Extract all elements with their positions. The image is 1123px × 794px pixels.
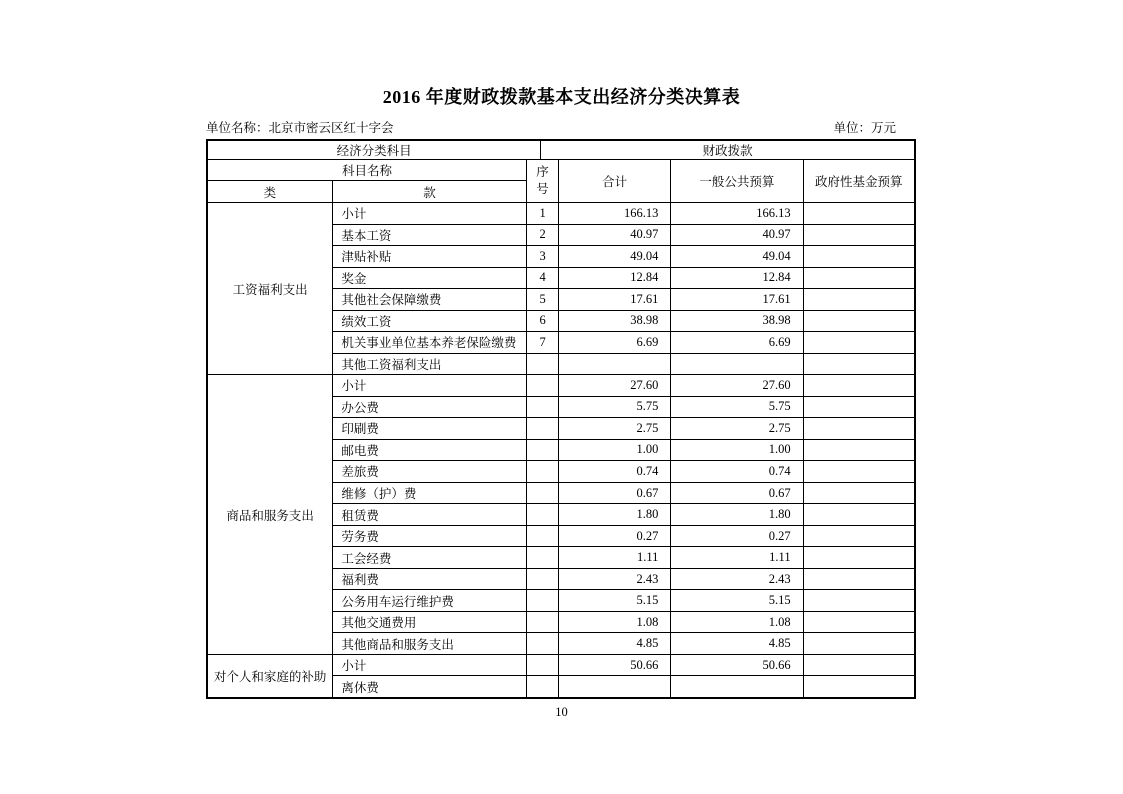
- cell-general: 17.61: [671, 289, 803, 310]
- cell-fund: [804, 225, 914, 246]
- cell-general: 27.60: [671, 375, 803, 396]
- cell-item: 印刷费: [333, 418, 527, 439]
- header-seq-line2: 号: [536, 182, 549, 196]
- cell-fund: [804, 418, 914, 439]
- cell-general: 5.15: [671, 590, 803, 611]
- cell-total: [559, 676, 671, 697]
- cell-general: 6.69: [671, 332, 803, 353]
- meta-row: [206, 118, 916, 135]
- table-row: [333, 225, 914, 247]
- table-row: [333, 633, 914, 654]
- header-row-2-3: [208, 160, 914, 203]
- cell-seq: [527, 547, 559, 568]
- cell-total: 6.69: [559, 332, 671, 353]
- cell-item: 小计: [333, 655, 527, 676]
- cell-item: 绩效工资: [333, 311, 527, 332]
- cell-general: 0.67: [671, 483, 803, 504]
- unit-of-measure: 单位：万元: [833, 121, 896, 135]
- header-class: 类: [208, 181, 333, 202]
- table-row: [333, 569, 914, 591]
- cell-seq: 1: [527, 203, 559, 224]
- section-rows: [333, 655, 914, 697]
- cell-fund: [804, 375, 914, 396]
- cell-total: 4.85: [559, 633, 671, 654]
- cell-fund: [804, 590, 914, 611]
- cell-total: [559, 354, 671, 375]
- table-row: [333, 612, 914, 634]
- cell-item: 奖金: [333, 268, 527, 289]
- table-row: [333, 526, 914, 548]
- cell-item: 其他工资福利支出: [333, 354, 527, 375]
- table-row: [333, 311, 914, 333]
- cell-item: 公务用车运行维护费: [333, 590, 527, 611]
- cell-fund: [804, 612, 914, 633]
- cell-item: 差旅费: [333, 461, 527, 482]
- cell-fund: [804, 633, 914, 654]
- cell-item: 维修（护）费: [333, 483, 527, 504]
- cell-item: 办公费: [333, 397, 527, 418]
- table-row: [333, 246, 914, 268]
- unit-name-value: 北京市密云区红十字会: [268, 121, 394, 135]
- section-rows: [333, 203, 914, 374]
- cell-fund: [804, 397, 914, 418]
- table-row: [333, 676, 914, 697]
- header-economic-subject: 经济分类科目: [208, 141, 541, 159]
- cell-general: 0.27: [671, 526, 803, 547]
- table-row: [333, 418, 914, 440]
- header-gov-fund-budget: 政府性基金预算: [815, 175, 903, 189]
- header-total: 合计: [559, 160, 671, 202]
- cell-general: 49.04: [671, 246, 803, 267]
- cell-total: 40.97: [559, 225, 671, 246]
- table-row: [333, 289, 914, 311]
- cell-total: 12.84: [559, 268, 671, 289]
- unit-name-line: [206, 118, 394, 136]
- cell-seq: [527, 655, 559, 676]
- cell-total: 5.75: [559, 397, 671, 418]
- cell-seq: [527, 569, 559, 590]
- cell-fund: [804, 311, 914, 332]
- cell-item: 小计: [333, 203, 527, 224]
- cell-general: 1.11: [671, 547, 803, 568]
- cell-fund: [804, 203, 914, 224]
- cell-item: 福利费: [333, 569, 527, 590]
- cell-fund: [804, 440, 914, 461]
- cell-seq: [527, 461, 559, 482]
- cell-total: 2.75: [559, 418, 671, 439]
- cell-fund: [804, 483, 914, 504]
- header-subject-name: 科目名称: [208, 160, 526, 181]
- cell-total: 1.00: [559, 440, 671, 461]
- cell-total: 50.66: [559, 655, 671, 676]
- header-seq-line1: 序: [536, 165, 549, 180]
- table-row: [333, 203, 914, 225]
- header-seq: [527, 160, 559, 202]
- cell-total: 0.27: [559, 526, 671, 547]
- table-row: [333, 397, 914, 419]
- cell-seq: [527, 375, 559, 396]
- cell-seq: [527, 526, 559, 547]
- cell-general: 1.00: [671, 440, 803, 461]
- cell-seq: 3: [527, 246, 559, 267]
- cell-general: 0.74: [671, 461, 803, 482]
- cell-total: 17.61: [559, 289, 671, 310]
- table-row: [333, 332, 914, 354]
- cell-general: 166.13: [671, 203, 803, 224]
- table-row: [333, 504, 914, 526]
- category-cell: 工资福利支出: [208, 203, 333, 374]
- cell-total: 27.60: [559, 375, 671, 396]
- unit-name-label: 单位名称：: [206, 121, 269, 135]
- cell-fund: [804, 655, 914, 676]
- cell-seq: [527, 633, 559, 654]
- cell-seq: 6: [527, 311, 559, 332]
- cell-fund: [804, 354, 914, 375]
- cell-total: 2.43: [559, 569, 671, 590]
- cell-total: 1.11: [559, 547, 671, 568]
- table-row: [333, 375, 914, 397]
- header-subject-name-group: [208, 160, 527, 202]
- cell-general: 2.75: [671, 418, 803, 439]
- table-row: [333, 483, 914, 505]
- cell-item: 租赁费: [333, 504, 527, 525]
- header-row-1: [208, 141, 914, 160]
- cell-general: [671, 354, 803, 375]
- cell-general: 1.80: [671, 504, 803, 525]
- cell-general: 40.97: [671, 225, 803, 246]
- cell-item: 机关事业单位基本养老保险缴费: [333, 332, 527, 353]
- page-title: 2016 年度财政拨款基本支出经济分类决算表: [382, 87, 741, 107]
- page-number: 10: [555, 705, 568, 719]
- cell-fund: [804, 676, 914, 697]
- category-cell: 商品和服务支出: [208, 375, 333, 654]
- cell-item: 其他交通费用: [333, 612, 527, 633]
- table-row: [333, 354, 914, 375]
- cell-item: 津贴补贴: [333, 246, 527, 267]
- cell-fund: [804, 289, 914, 310]
- cell-general: 38.98: [671, 311, 803, 332]
- table-row: [333, 655, 914, 677]
- cell-general: 5.75: [671, 397, 803, 418]
- header-fiscal-allocation: 财政拨款: [702, 144, 753, 158]
- category-cell: 对个人和家庭的补助: [208, 655, 333, 697]
- cell-seq: 7: [527, 332, 559, 353]
- cell-general: [671, 676, 803, 697]
- table-section: [208, 203, 914, 375]
- cell-seq: [527, 440, 559, 461]
- cell-item: 小计: [333, 375, 527, 396]
- cell-fund: [804, 526, 914, 547]
- cell-fund: [804, 504, 914, 525]
- cell-total: 38.98: [559, 311, 671, 332]
- cell-seq: 5: [527, 289, 559, 310]
- cell-general: 4.85: [671, 633, 803, 654]
- cell-fund: [804, 547, 914, 568]
- header-general-public-budget: 一般公共预算: [671, 160, 803, 202]
- cell-seq: 4: [527, 268, 559, 289]
- cell-general: 50.66: [671, 655, 803, 676]
- cell-item: 基本工资: [333, 225, 527, 246]
- cell-fund: [804, 268, 914, 289]
- cell-fund: [804, 461, 914, 482]
- cell-total: 0.67: [559, 483, 671, 504]
- section-rows: [333, 375, 914, 654]
- cell-item: 离休费: [333, 676, 527, 697]
- cell-seq: [527, 354, 559, 375]
- cell-item: 其他社会保障缴费: [333, 289, 527, 310]
- cell-seq: 2: [527, 225, 559, 246]
- cell-item: 工会经费: [333, 547, 527, 568]
- header-class-item-row: [208, 181, 526, 202]
- table-section: [208, 655, 914, 697]
- table-row: [333, 268, 914, 290]
- cell-seq: [527, 504, 559, 525]
- fiscal-decision-table: [206, 139, 916, 699]
- cell-general: 12.84: [671, 268, 803, 289]
- cell-fund: [804, 569, 914, 590]
- table-row: [333, 590, 914, 612]
- cell-item: 劳务费: [333, 526, 527, 547]
- cell-total: 0.74: [559, 461, 671, 482]
- cell-general: 2.43: [671, 569, 803, 590]
- cell-seq: [527, 590, 559, 611]
- cell-seq: [527, 612, 559, 633]
- table-row: [333, 440, 914, 462]
- table-body: [208, 203, 914, 697]
- cell-total: 166.13: [559, 203, 671, 224]
- cell-seq: [527, 676, 559, 697]
- cell-total: 5.15: [559, 590, 671, 611]
- table-row: [333, 547, 914, 569]
- cell-seq: [527, 397, 559, 418]
- cell-fund: [804, 246, 914, 267]
- table-row: [333, 461, 914, 483]
- cell-total: 1.08: [559, 612, 671, 633]
- cell-item: 邮电费: [333, 440, 527, 461]
- cell-total: 1.80: [559, 504, 671, 525]
- cell-seq: [527, 483, 559, 504]
- cell-general: 1.08: [671, 612, 803, 633]
- cell-item: 其他商品和服务支出: [333, 633, 527, 654]
- cell-fund: [804, 332, 914, 353]
- header-item: 款: [423, 185, 436, 200]
- cell-total: 49.04: [559, 246, 671, 267]
- table-section: [208, 375, 914, 655]
- cell-seq: [527, 418, 559, 439]
